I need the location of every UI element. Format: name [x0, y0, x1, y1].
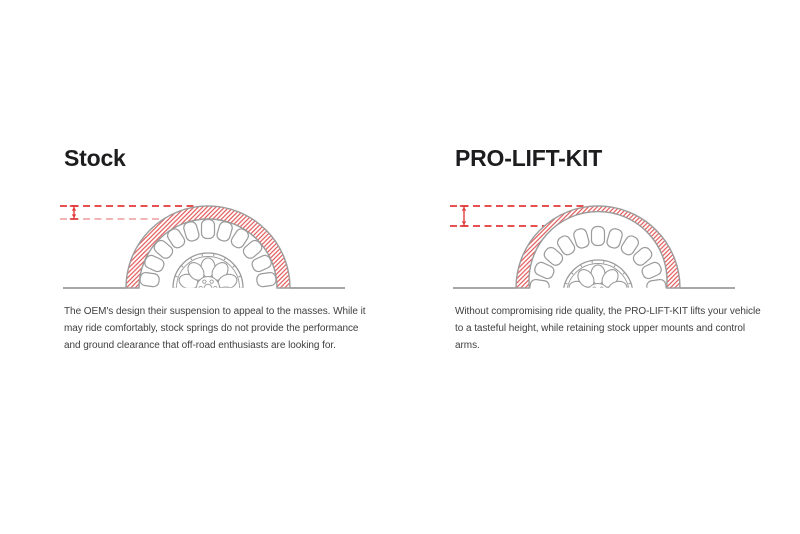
description-line: arms.	[455, 340, 480, 351]
pro-lift-kit-suspension-diagram	[423, 192, 763, 302]
description-line: may ride comfortably, stock springs do not provide the performance	[64, 323, 359, 334]
description-line: The OEM's design their suspension to appeal to the masses. While it	[64, 306, 366, 317]
pro-lift-kit-heading: PRO-LIFT-KIT	[455, 145, 603, 171]
pro-lift-kit-description	[455, 303, 761, 354]
description-line: to a tasteful height, while retaining stock upper mounts and control	[455, 323, 746, 334]
lift-gap-measure-icon	[460, 206, 468, 226]
stock-heading: Stock	[64, 145, 126, 171]
stock-suspension-diagram	[33, 192, 373, 302]
description-line: Without compromising ride quality, the PRO-LIFT-KIT lifts your vehicle	[455, 306, 761, 317]
description-line: and ground clearance that off-road enthusiasts are looking for.	[64, 340, 336, 351]
lift-gap-measure-icon	[70, 206, 78, 219]
stock-description	[64, 303, 366, 354]
tire-and-wheel	[529, 227, 666, 303]
